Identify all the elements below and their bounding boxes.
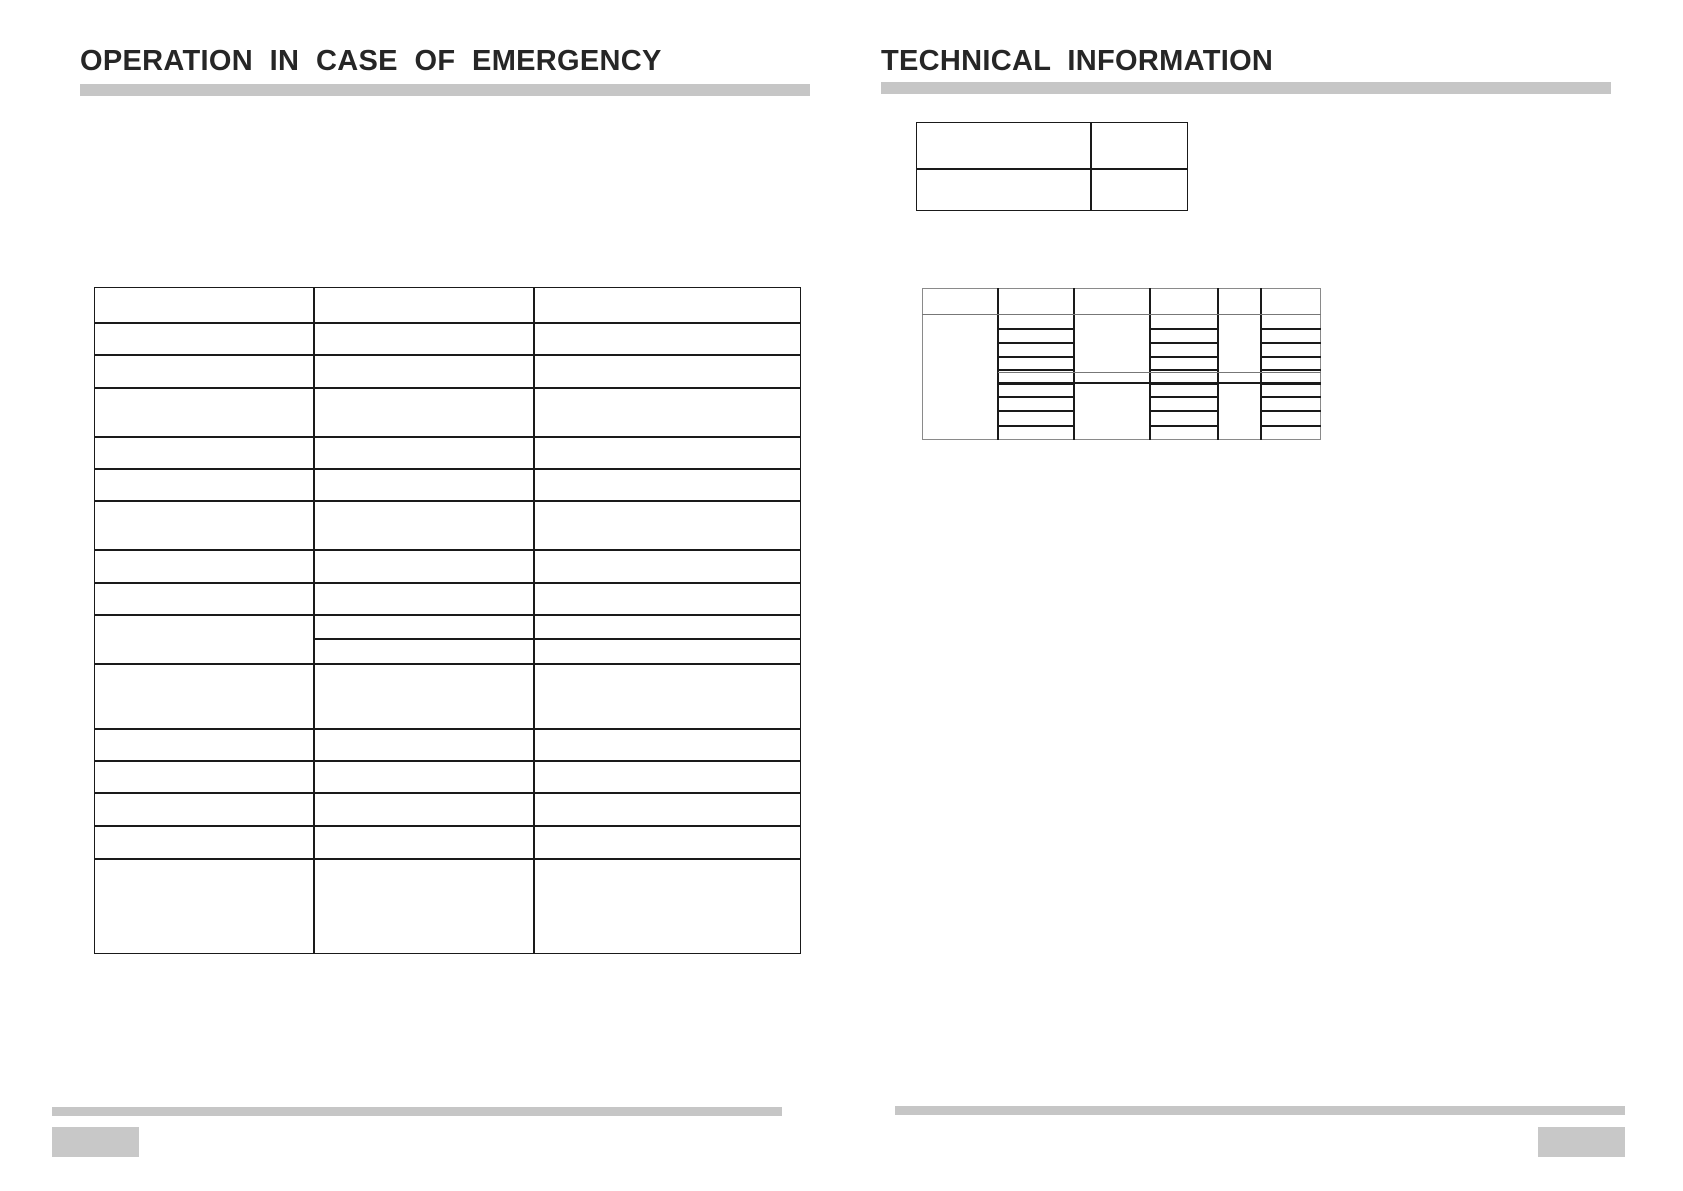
left-page-title: OPERATION IN CASE OF EMERGENCY <box>80 45 662 77</box>
table-frame <box>916 122 1188 211</box>
row-divider <box>998 342 1074 344</box>
row-divider <box>1261 342 1321 344</box>
row-divider <box>94 792 801 794</box>
row-divider <box>1261 369 1321 371</box>
column-divider <box>1073 288 1075 440</box>
row-divider <box>94 614 801 616</box>
row-divider <box>94 858 801 860</box>
right-footer-bar <box>895 1106 1625 1115</box>
row-divider <box>94 760 801 762</box>
column-divider <box>1217 288 1219 440</box>
row-divider <box>998 328 1074 330</box>
row-divider <box>1261 396 1321 398</box>
right-page-number-tab <box>1538 1127 1625 1157</box>
row-divider <box>998 356 1074 358</box>
left-title-underline-bar <box>80 84 810 96</box>
row-divider <box>94 728 801 730</box>
group-divider <box>998 372 1321 373</box>
row-divider <box>94 354 801 356</box>
row-divider <box>998 410 1074 412</box>
row-divider <box>1261 425 1321 427</box>
column-divider <box>997 288 999 440</box>
header-divider <box>922 314 1321 315</box>
row-divider <box>94 468 801 470</box>
row-divider <box>94 549 801 551</box>
row-divider <box>94 322 801 324</box>
column-divider <box>1149 288 1151 440</box>
column-divider <box>1090 122 1092 211</box>
row-divider <box>1150 410 1218 412</box>
row-divider <box>1150 369 1218 371</box>
row-divider <box>94 582 801 584</box>
row-divider <box>1261 328 1321 330</box>
row-divider <box>1261 410 1321 412</box>
right-title-underline-bar <box>881 82 1611 94</box>
row-divider <box>1150 328 1218 330</box>
row-divider <box>1261 356 1321 358</box>
row-divider-partial <box>314 638 801 640</box>
column-divider <box>1260 288 1262 440</box>
row-divider <box>1150 342 1218 344</box>
row-divider <box>1150 356 1218 358</box>
right-page-title: TECHNICAL INFORMATION <box>881 45 1274 77</box>
left-footer-bar <box>52 1107 782 1116</box>
row-divider <box>1150 425 1218 427</box>
row-divider <box>998 396 1074 398</box>
row-divider <box>94 500 801 502</box>
row-divider <box>1150 396 1218 398</box>
group-divider <box>998 382 1321 384</box>
row-divider <box>916 168 1188 170</box>
row-divider <box>94 436 801 438</box>
left-page-number-tab <box>52 1127 139 1157</box>
row-divider <box>94 825 801 827</box>
row-divider <box>998 369 1074 371</box>
row-divider <box>94 387 801 389</box>
row-divider <box>94 663 801 665</box>
row-divider <box>998 425 1074 427</box>
